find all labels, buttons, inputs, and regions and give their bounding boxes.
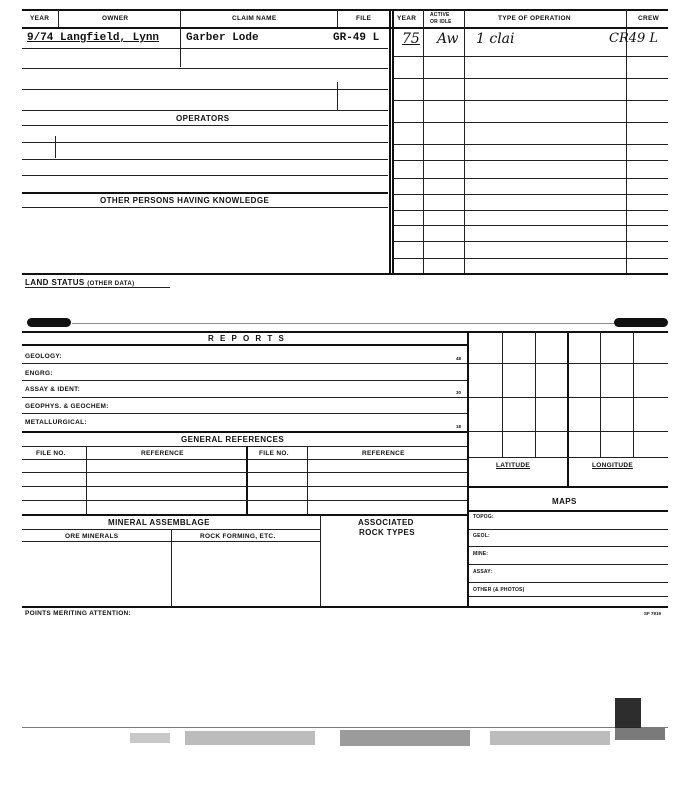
geology-label: GEOLOGY: <box>25 353 62 360</box>
geophys-label: GEOPHYS. & GEOCHEM: <box>25 403 109 410</box>
ref-reference-1: REFERENCE <box>141 450 184 457</box>
crew-header: CREW <box>638 15 660 22</box>
form-id: SF 7919 <box>644 611 662 616</box>
entry-claim-name: Garber Lode <box>186 32 259 44</box>
reports-heading: R E P O R T S <box>208 334 286 343</box>
entry-operation: 1 clai <box>476 31 515 47</box>
entry-active: Aw <box>437 31 459 47</box>
land-status-heading: LAND STATUS (OTHER DATA) <box>25 278 135 287</box>
map-mine: MINE: <box>473 551 489 557</box>
metallurgical-num: 18 <box>456 424 462 429</box>
entry-file: GR-49 L <box>333 32 380 44</box>
entry-crew: CR49 L <box>609 31 659 46</box>
entry-year2: 75 <box>402 31 420 47</box>
scan-noise-band <box>22 727 668 728</box>
entry-year-owner: 9/74 Langfield, Lynn <box>27 32 160 44</box>
file-header: FILE <box>356 15 372 22</box>
map-geol: GEOL: <box>473 533 490 539</box>
longitude-label: LONGITUDE <box>592 462 633 469</box>
general-references-heading: GENERAL REFERENCES <box>181 435 285 444</box>
assay-label: ASSAY & IDENT: <box>25 386 81 393</box>
ref-reference-2: REFERENCE <box>362 450 405 457</box>
map-assay: ASSAY: <box>473 569 493 575</box>
ink-blot-left <box>27 318 71 327</box>
corner-ink-mark <box>615 698 641 728</box>
operators-heading: OPERATORS <box>176 114 230 123</box>
engrg-label: ENGRG: <box>25 370 53 377</box>
type-of-operation-header: TYPE OF OPERATION <box>498 15 571 22</box>
associated-heading: ASSOCIATED <box>358 518 414 527</box>
ink-blot-right <box>614 318 668 327</box>
mineral-assemblage-heading: MINERAL ASSEMBLAGE <box>108 518 210 527</box>
header-rule <box>22 27 668 29</box>
active-header: ACTIVE <box>430 12 450 18</box>
rock-types-heading: ROCK TYPES <box>359 528 416 537</box>
ore-minerals-label: ORE MINERALS <box>65 533 119 540</box>
idle-header: OR IDLE <box>430 19 452 25</box>
latitude-label: LATITUDE <box>496 462 531 469</box>
year-header: YEAR <box>30 15 50 22</box>
points-meriting-attention: POINTS MERITING ATTENTION: <box>25 610 132 617</box>
map-other: OTHER (& PHOTOS) <box>473 587 525 593</box>
ref-file-no-1: FILE NO. <box>36 450 66 457</box>
claim-name-header: CLAIM NAME <box>232 15 277 22</box>
year2-header: YEAR <box>397 15 417 22</box>
ref-file-no-2: FILE NO. <box>259 450 289 457</box>
geology-num: 48 <box>456 356 462 361</box>
rock-forming-label: ROCK FORMING, ETC. <box>200 533 276 540</box>
metallurgical-label: METALLURGICAL: <box>25 419 87 426</box>
maps-heading: MAPS <box>552 497 577 506</box>
map-topog: TOPOG: <box>473 514 494 520</box>
owner-header: OWNER <box>102 15 129 22</box>
other-persons-heading: OTHER PERSONS HAVING KNOWLEDGE <box>100 196 270 205</box>
assay-num: 30 <box>456 390 462 395</box>
